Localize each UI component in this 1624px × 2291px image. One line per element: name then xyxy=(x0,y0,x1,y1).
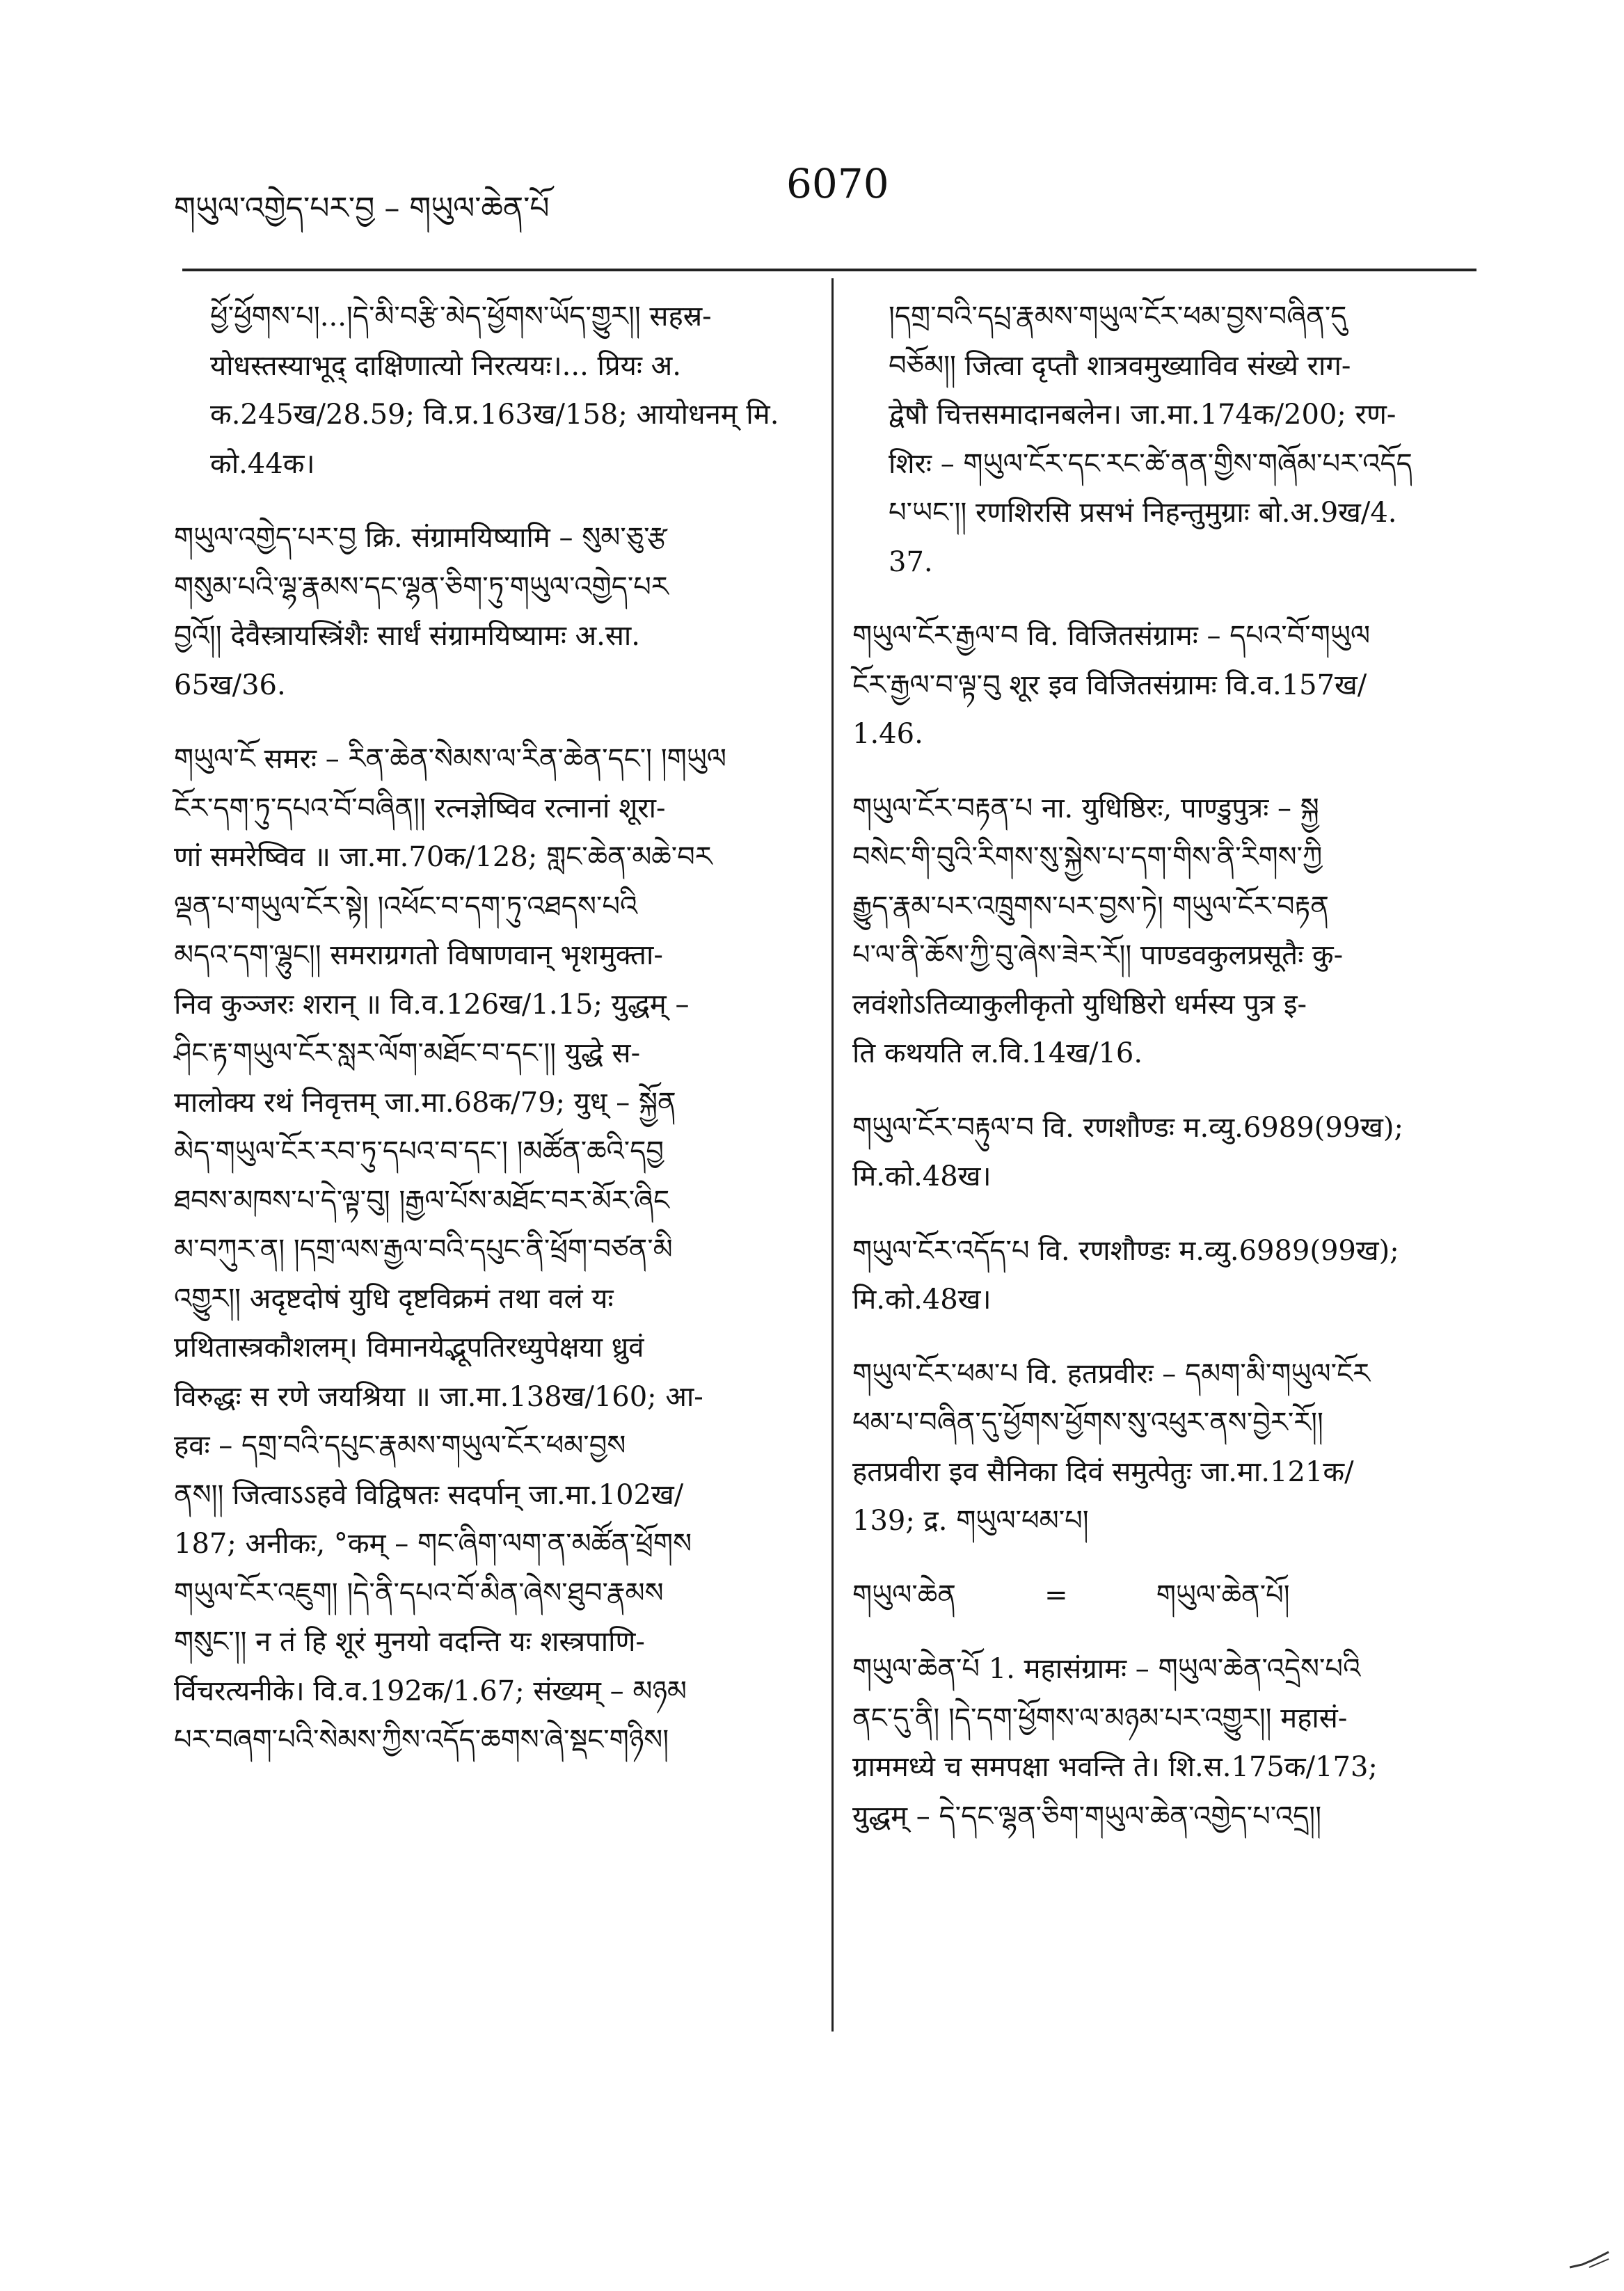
entry-line: །དགྲ་བའི་དཔྲ་རྣམས་གཡུལ་ངོར་ཕམ་བྱས་བཞིན་དུ xyxy=(889,301,1347,333)
entry-line: युद्धम् – དེ་དང་ལྷན་ཅིག་གཡུལ་ཆེན་འགྱེད་པ་འདྲ།། xyxy=(852,1800,1322,1833)
entry-line: ཐབས་མཁས་པ་དེ་ལྟ་བུ། །རྒྱལ་པོས་མཐོང་བར་མོར་ཞིང xyxy=(174,1184,670,1217)
entry-line: हतप्रवीरा इव सैनिका दिवं समुत्पेतुः जा.मा.121क/ xyxy=(852,1455,1354,1488)
entry-line: 37. xyxy=(889,545,933,578)
entry-line: པ་ལ་ནི་ཆོས་ཀྱི་བུ་ཞེས་ཟེར་རོ།། पाण्डवकुलप्रसूतैः कु- xyxy=(852,939,1344,971)
column-divider xyxy=(831,278,834,2031)
right-column xyxy=(852,292,1482,1866)
scan-corner-mark xyxy=(1568,2251,1610,2270)
entry-line: ति कथयति ल.वि.14ख/16. xyxy=(852,1037,1143,1069)
entry-line: निव कुञ्जरः शरान् ॥ वि.व.126ख/1.15; युद्धम् – xyxy=(174,988,690,1021)
entry-line: प्रथितास्त्रकौशलम्। विमानयेद्भूपतिरध्युपेक्षया ध्रुवं xyxy=(174,1332,644,1364)
entry-line: རྒྱུད་རྣམ་པར་འཁྲུགས་པར་བྱས་ཏེ། གཡུལ་ངོར་བརྟན xyxy=(852,890,1329,923)
dictionary-entry-continuation xyxy=(852,292,1482,586)
entry-line: གསུང་།། न तं हि शूरं मुनयो वदन्ति यः शस्त्रपाणि- xyxy=(174,1626,645,1658)
entry-line: विरुद्धः स रणे जयश्रिया ॥ जा.मा.138ख/160; आ- xyxy=(174,1380,703,1413)
dictionary-entry xyxy=(852,1350,1482,1546)
entry-line: हवः – དགྲ་བའི་དཔུང་རྣམས་གཡུལ་ངོར་ཕམ་བྱས xyxy=(174,1430,626,1462)
entry-line: ཤིང་རྟ་གཡུལ་ངོར་སླར་ལོག་མཐོང་བ་དང་།། युद्धे स- xyxy=(174,1037,641,1069)
dictionary-entry xyxy=(852,784,1482,1078)
entry-line: མ་བཀུར་ན། །དགྲ་ལས་རྒྱལ་བའི་དཔུང་ནི་ཕྲོག་བཙན་མི xyxy=(174,1234,673,1266)
entry-line: लवंशोऽतिव्याकुलीकृतो युधिष्ठिरो धर्मस्य पुत्र इ- xyxy=(852,988,1307,1021)
entry-line: མདའ་དག་ལྷུང།། समराग्रगतो विषाणवान् भृशमुक्ता- xyxy=(174,939,663,971)
entry-line: 1.46. xyxy=(852,718,923,750)
entry-line: ནང་དུ་ནི། །དེ་དག་ཕྱོགས་ལ་མཉམ་པར་འགྱུར།། महासं- xyxy=(852,1702,1348,1734)
entry-line: གཡུལ་ངོར་འཇུག། །དེ་ནི་དཔའ་བོ་མིན་ཞེས་ཐུབ་རྣམས xyxy=(174,1576,664,1609)
entry-line: མེད་གཡུལ་ངོར་རབ་ཏུ་དཔའ་བ་དང་། །མཚོན་ཆའི་དབྱ xyxy=(174,1135,664,1167)
entry-line: ཕམ་པ་བཞིན་དུ་ཕྱོགས་ཕྱོགས་སུ་འཕུར་ནས་བྱེར་རོ།། xyxy=(852,1407,1323,1439)
entry-line: मि.को.48ख। xyxy=(852,1284,992,1316)
entry-line: བཅོམ།། जित्वा दृप्तौ शात्रवमुख्याविव संख्ये राग- xyxy=(889,349,1351,382)
entry-line: ངོར་དག་ཏུ་དཔའ་བོ་བཞིན།། रत्नज्ञेष्विव रत्नानां शूरा- xyxy=(174,792,666,824)
entry-line: གཡུལ་འགྱེད་པར་བྱ क्रि. संग्रामयिष्यामि – སུམ་ཅུ་རྩ xyxy=(174,522,667,554)
dictionary-entry xyxy=(852,1227,1482,1325)
entry-line: णां समरेष्विव ॥ जा.मा.70क/128; གླང་ཆེན་མཆེ་བར xyxy=(174,841,713,873)
entry-line: ནས།། जित्वाऽऽहवे विद्विषतः सदर्पान् जा.मा.102ख/ xyxy=(174,1478,684,1511)
entry-line: ལྡན་པ་གཡུལ་ངོར་སྟེ། །འཕོང་བ་དག་ཏུ་འཐདས་པའི xyxy=(174,890,638,923)
entry-line: 139; द्र. གཡུལ་ཕམ་པ། xyxy=(852,1505,1089,1537)
page-header xyxy=(174,160,1475,226)
entry-line: བསེང་གི་བུའི་རིགས་སུ་སྐྱེས་པ་དག་གིས་ནི་རིགས་ཀྱི xyxy=(852,841,1323,873)
entry-line: को.44क। xyxy=(210,447,315,480)
entry-line: 187; अनीकः, °कम् – གང་ཞིག་ལག་ན་མཚོན་ཕྲོགས xyxy=(174,1528,692,1560)
dictionary-entry xyxy=(174,513,807,710)
entry-line: པར་བཞག་པའི་སེམས་ཀྱིས་འདོད་ཆགས་ཞེ་སྡང་གཉིས། xyxy=(174,1724,669,1756)
header-rule xyxy=(182,269,1476,271)
entry-line: 65ख/36. xyxy=(174,669,286,701)
entry-line: क.245ख/28.59; वि.प्र.163ख/158; आयोधनम् मि. xyxy=(210,399,779,431)
dictionary-entry-continuation xyxy=(174,292,807,488)
entry-line: ཕྱོ་ཕྱོགས་པ།...།དེ་མི་བརྩི་མེད་ཕྱོགས་ཡོད་གྱུར།། सहस्र- xyxy=(210,301,712,333)
dictionary-entry xyxy=(852,1571,1482,1620)
entry-line: གཡུལ་ཆེན = གཡུལ་ཆེན་པོ། xyxy=(852,1579,1290,1611)
entry-line: द्वेषौ चित्तसमादानबलेन। जा.मा.174क/200; रण- xyxy=(889,399,1396,431)
entry-line: र्विचरत्यनीके। वि.व.192क/1.67; संख्यम् – མཉམ xyxy=(174,1675,687,1707)
dictionary-entry xyxy=(174,735,807,1765)
dictionary-entry xyxy=(852,1103,1482,1202)
entry-line: གཡུལ་ངོར་འདོད་པ वि. रणशौण्डः म.व्यु.6989(99ख); xyxy=(852,1234,1399,1267)
entry-line: པ་ཡང་།། रणशिरसि प्रसभं निहन्तुमुग्राः बो.अ.9ख/4. xyxy=(889,497,1397,529)
dictionary-entry xyxy=(852,1645,1482,1841)
page-number: 6070 xyxy=(786,160,889,207)
dictionary-entry xyxy=(852,612,1482,759)
entry-line: གཡུལ་ངོར་རྒྱལ་བ वि. विजितसंग्रामः – དཔའ་བོ་གཡུལ xyxy=(852,620,1371,652)
left-column xyxy=(174,292,807,1790)
entry-line: གཡུལ་ངོར་བརྟན་པ ना. युधिष्ठिरः, पाण्डुपुत्रः – སྐྱ xyxy=(852,792,1319,824)
entry-line: ग्राममध्ये च समपक्षा भवन्ति ते। शि.स.175क/173; xyxy=(852,1751,1378,1783)
entry-line: ངོར་རྒྱལ་བ་ལྟ་བུ शूर इव विजितसंग्रामः वि.व.157ख/ xyxy=(852,669,1367,701)
entry-line: གཡུལ་ངོར་བརྟུལ་བ वि. रणशौण्डः म.व्यु.6989(99ख); xyxy=(852,1111,1403,1144)
entry-line: བྱའོ།། देवैस्त्रायस्त्रिंशैः सार्धं संग्रामयिष्यामः अ.सा. xyxy=(174,620,641,652)
entry-line: मालोक्य रथं निवृत्तम् जा.मा.68क/79; युध् – སྐྱོན xyxy=(174,1086,676,1119)
entry-line: འགྱུར།། अदृष्टदोषं युधि दृष्टविक्रमं तथा वलं यः xyxy=(174,1282,614,1315)
entry-line: मि.को.48ख। xyxy=(852,1160,992,1192)
entry-line: གཡུལ་ཆེན་པོ 1. महासंग्रामः – གཡུལ་ཆེན་འདྲེས་པའི xyxy=(852,1653,1361,1685)
entry-line: योधस्तस्याभूद् दाक्षिणात्यो निरत्ययः।... प्रियः अ. xyxy=(210,349,681,382)
entry-line: གཡུལ་ངོར་ཕམ་པ वि. हतप्रवीरः – དམག་མི་གཡུལ་ངོར xyxy=(852,1357,1371,1390)
entry-line: གཡུལ་ངོ समरः – རིན་ཆེན་སེམས་ལ་རིན་ཆེན་དང་། །གཡུལ xyxy=(174,743,726,775)
entry-line: གསུམ་པའི་ལྷ་རྣམས་དང་ལྷན་ཅིག་ཏུ་གཡུལ་འགྱེད་པར xyxy=(174,570,669,603)
running-head: གཡུལ་འགྱེད་པར་བྱ – གཡུལ་ཆེན་པོ xyxy=(174,191,550,226)
entry-line: शिरः – གཡུལ་ངོར་དང་རང་ཚེ་ནན་གྱིས་གཞོམ་པར་འདོད xyxy=(889,447,1412,480)
